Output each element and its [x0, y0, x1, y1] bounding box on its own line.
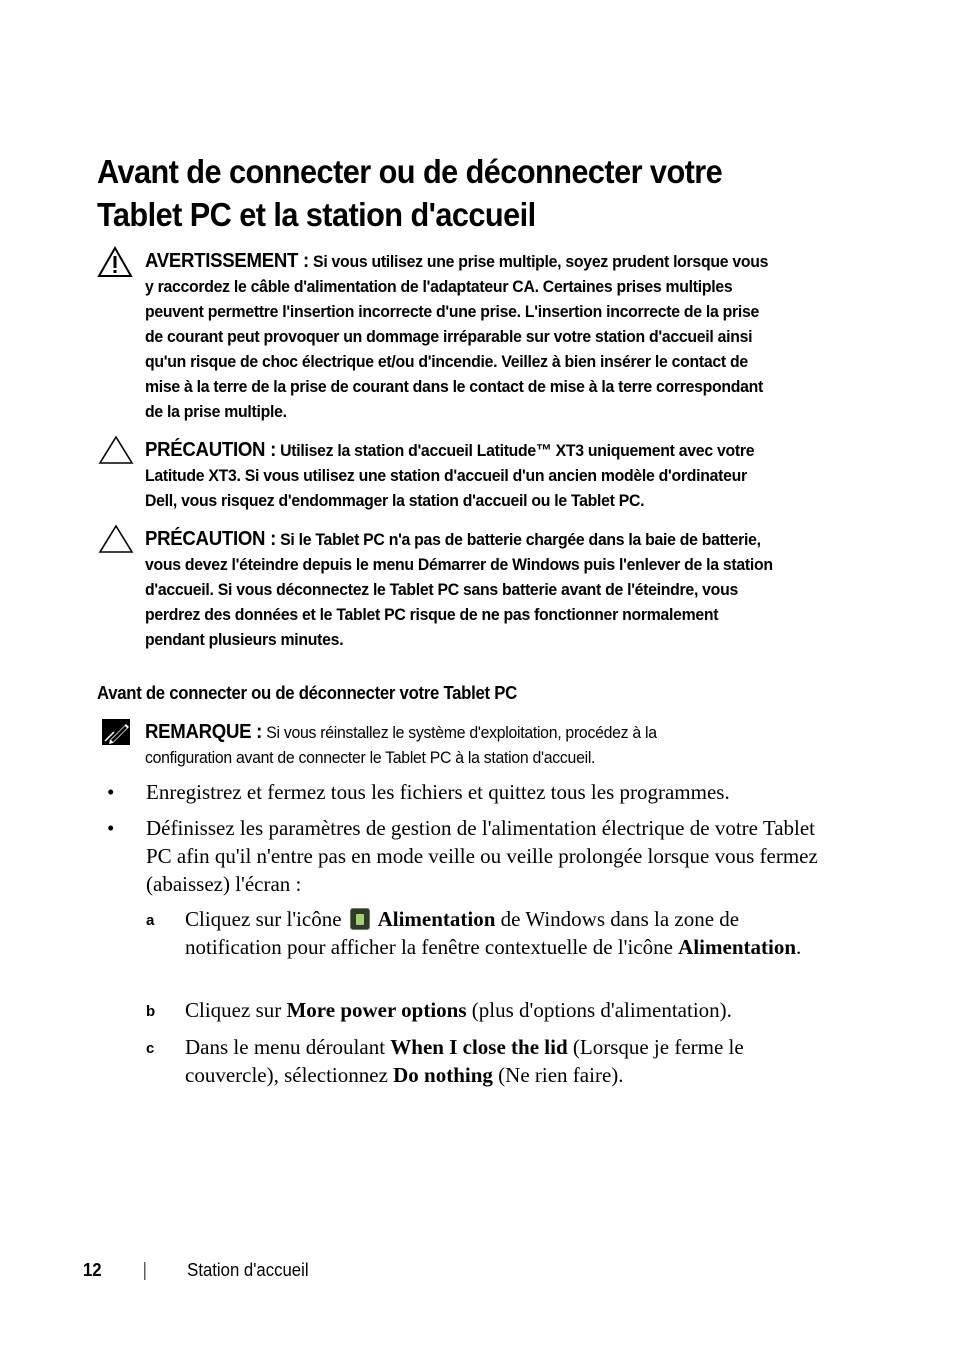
step-c-text-3: (Ne rien faire). [498, 1063, 624, 1087]
step-a-text-3: . [796, 935, 802, 959]
warning-text: Si vous utilisez une prise multiple, soyez prudent lorsque vous y raccordez le câble d'alimentation de l'adaptateur CA. Certaines prises multiples peuvent permettre l'insertion incorrecte d'une prise. L'insertion incorrecte de la prise de courant peut provoquer un dommage irréparable sur votre station d'accueil ainsi qu'un risque de choc électrique et/ou d'incendie. Veillez à bien insérer le contact de mise à la terre de la prise de courant dans le contact de mise à la terre correspondant de la prise multiple. [145, 252, 769, 421]
caution-2-text-before: Si le Tablet PC n'a pas de batterie chargée dans la baie de batterie, vous devez l'éteindre depuis le menu [145, 530, 761, 574]
section-subheading: Avant de connecter ou de déconnecter votre Tablet PC [97, 683, 517, 703]
caution-1-text: Utilisez la station d'accueil Latitude™ XT3 uniquement avec votre Latitude XT3. Si vous utilisez une station d'accueil d'un ancien modèle d'ordinateur Dell, vous risquez d'endommager la station d'accueil ou le Tablet PC. [145, 441, 755, 510]
bullet-marker: • [107, 780, 115, 804]
footer-divider [144, 1262, 145, 1280]
step-text [185, 996, 835, 1024]
bullet-text: Définissez les paramètres de gestion de l'alimentation électrique de votre Tablet PC afin qu'il n'entre pas en mode veille ou veille prolongée lorsque vous fermez (abaissez) l'écran : [146, 816, 818, 896]
step-b-text-1: Cliquez sur [185, 998, 282, 1022]
step-a-bold-1: Alimentation [377, 907, 496, 931]
warning-triangle-icon [97, 245, 133, 279]
caution-triangle-icon [97, 434, 135, 466]
page-title [97, 150, 841, 236]
step-c-text-2: (Lorsque je ferme le couvercle), sélectionnez [185, 1035, 744, 1087]
step-c-text-1: Dans le menu déroulant [185, 1035, 386, 1059]
step-letter: b [146, 1003, 156, 1020]
power-battery-icon [350, 908, 370, 930]
step-a-text-1: Cliquez sur l'icône [185, 907, 342, 931]
step-text [185, 1033, 835, 1089]
caution-2-menu-name: Démarrer [417, 555, 486, 574]
page-title-line-2: Tablet PC et la station d'accueil [97, 196, 536, 233]
step-text [185, 905, 835, 961]
bullet-marker: • [107, 816, 115, 840]
step-b-text-2: (plus d'options d'alimentation). [471, 998, 732, 1022]
page-title-line-1: Avant de connecter ou de déconnecter votre [97, 153, 723, 190]
caution-2-text-block [145, 527, 777, 652]
footer-section-title: Station d'accueil [187, 1260, 309, 1280]
warning-label: AVERTISSEMENT : [145, 250, 309, 272]
caution-1-text-block [145, 438, 777, 513]
note-label: REMARQUE : [145, 721, 263, 743]
step-c-bold-1: When I close the lid [390, 1035, 568, 1059]
step-letter: a [146, 912, 155, 929]
step-b-bold-1: More power options [286, 998, 467, 1022]
caution-2-label: PRÉCAUTION : [145, 528, 276, 550]
warning-text-block [145, 249, 777, 424]
step-a-text-2: de Windows dans la zone de notification pour afficher la fenêtre contextuelle de l'icône [185, 907, 740, 959]
step-letter: c [146, 1040, 155, 1057]
step-a-bold-2: Alimentation [678, 935, 796, 959]
note-text-block [145, 720, 740, 770]
note-text: Si vous réinstallez le système d'exploitation, procédez à la configuration avant de connecter le Tablet PC à la station d'accueil. [145, 723, 657, 767]
caution-2-text-after: de Windows puis l'enlever de la station d'accueil. Si vous déconnectez le Tablet PC sans batterie avant de l'éteindre, vous perdrez des données et le Tablet PC risque de ne pas fonctionner normalement pendant plusieurs minutes. [145, 555, 773, 649]
bullet-text: Enregistrez et fermez tous les fichiers et quittez tous les programmes. [146, 780, 730, 804]
note-pencil-icon [101, 716, 135, 748]
page-number: 12 [83, 1260, 102, 1280]
caution-triangle-icon [97, 523, 135, 555]
step-c-bold-2: Do nothing [393, 1063, 493, 1087]
caution-1-label: PRÉCAUTION : [145, 439, 276, 461]
